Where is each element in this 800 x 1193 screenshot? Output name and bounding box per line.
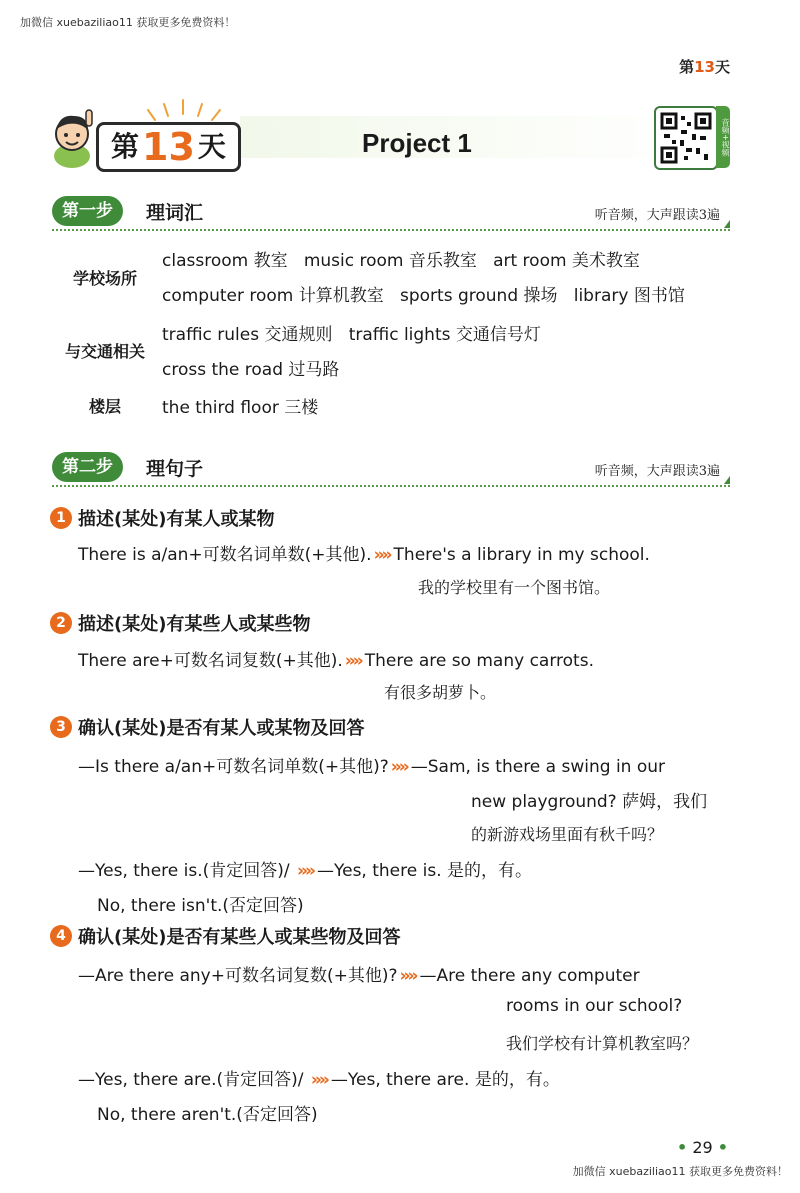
step-one-hint: 听音频，大声跟读3遍 xyxy=(594,208,720,223)
pattern-answer-no: No, there isn't.(否定回答) xyxy=(97,896,304,916)
step-two-header xyxy=(52,452,730,482)
pattern-formula-line xyxy=(78,752,665,777)
pattern-heading xyxy=(50,714,364,740)
pattern-formula-line xyxy=(78,540,650,565)
pattern-heading xyxy=(50,505,274,531)
number-badge: 1 xyxy=(50,507,72,529)
vocab-line xyxy=(162,246,640,271)
page-number-text: 29 xyxy=(692,1138,713,1157)
vocab-line xyxy=(162,320,541,345)
page-day-tag xyxy=(679,56,730,77)
pattern-formula: There are+可数名词复数(+其他). xyxy=(78,651,343,671)
step-one-divider xyxy=(52,227,730,231)
pattern-heading-text: 描述(某处)有某人或某物 xyxy=(78,509,275,530)
pattern-formula: —Are there any+可数名词复数(+其他)? xyxy=(78,966,398,986)
pattern-heading xyxy=(50,923,400,949)
number-badge: 2 xyxy=(50,612,72,634)
vocab-category-school-places: 学校场所 xyxy=(72,269,137,288)
pattern-translation: 我的学校里有一个图书馆。 xyxy=(418,578,611,597)
page-tag-num: 13 xyxy=(694,58,715,76)
day-prefix: 第 xyxy=(111,130,140,163)
dot-icon: • xyxy=(717,1138,728,1157)
vocab-item: cross the road 过马路 xyxy=(162,360,340,380)
pattern-example: —Sam, is there a swing in our xyxy=(410,757,666,777)
pattern-formula: There is a/an+可数名词单数(+其他). xyxy=(78,545,372,565)
vocab-line xyxy=(162,281,685,306)
pattern-answer-no: No, there aren't.(否定回答) xyxy=(97,1105,318,1125)
page-tag-prefix: 第 xyxy=(679,58,695,76)
vocab-category-traffic: 与交通相关 xyxy=(64,342,145,361)
vocab-item: computer room 计算机教室 xyxy=(162,286,384,306)
vocab-item: sports ground 操场 xyxy=(400,286,558,306)
pattern-example: There are so many carrots. xyxy=(364,651,594,671)
vocab-item: traffic lights 交通信号灯 xyxy=(348,325,541,345)
pattern-example: There's a library in my school. xyxy=(393,545,650,565)
arrow-icon: »» xyxy=(399,966,416,986)
vocab-line xyxy=(162,355,339,380)
pattern-formula: —Is there a/an+可数名词单数(+其他)? xyxy=(78,757,389,777)
vocab-category-floor: 楼层 xyxy=(88,397,121,416)
step-two-hint: 听音频，大声跟读3遍 xyxy=(594,464,720,479)
day-banner xyxy=(40,96,730,174)
pattern-heading xyxy=(50,610,310,636)
day-badge xyxy=(96,122,241,172)
number-badge: 3 xyxy=(50,716,72,738)
vocab-item: traffic rules 交通规则 xyxy=(162,325,333,345)
step-one-header xyxy=(52,196,730,226)
page-tag-suffix: 天 xyxy=(714,58,730,76)
boy-mascot-icon xyxy=(40,106,104,170)
pattern-answer-yes: —Yes, there are.(肯定回答)/ xyxy=(78,1070,304,1090)
pattern-answer-line xyxy=(78,1065,560,1090)
day-number: 13 xyxy=(142,125,195,169)
pattern-example-translation: 的新游戏场里面有秋千吗？ xyxy=(471,825,664,844)
vocab-line xyxy=(162,393,318,418)
pattern-formula-line xyxy=(78,961,640,986)
project-title: Project 1 xyxy=(362,128,472,158)
pattern-answer-line xyxy=(78,856,532,881)
pattern-translation: 有很多胡萝卜。 xyxy=(384,683,497,702)
vocab-item: classroom 教室 xyxy=(162,251,288,271)
arrow-icon: »» xyxy=(373,545,390,565)
vocab-item: the third floor 三楼 xyxy=(162,398,319,418)
vocab-item: music room 音乐教室 xyxy=(303,251,477,271)
pattern-formula-line xyxy=(78,646,594,671)
vocab-item: art room 美术教室 xyxy=(493,251,640,271)
pattern-heading-text: 确认(某处)是否有某人或某物及回答 xyxy=(78,718,365,739)
sun-rays-icon xyxy=(140,96,230,122)
page-number xyxy=(677,1138,728,1157)
pattern-answer-yes: —Yes, there is.(肯定回答)/ xyxy=(78,861,290,881)
day-suffix: 天 xyxy=(197,130,226,163)
pattern-heading-text: 描述(某处)有某些人或某些物 xyxy=(78,614,311,635)
number-badge: 4 xyxy=(50,925,72,947)
arrow-icon: »» xyxy=(297,861,313,881)
pattern-heading-text: 确认(某处)是否有某些人或某些物及回答 xyxy=(78,927,401,948)
vocab-item: library 图书馆 xyxy=(573,286,685,306)
qr-code-icon[interactable] xyxy=(654,106,718,170)
arrow-icon: »» xyxy=(344,651,361,671)
pattern-example-cont: new playground? 萨姆，我们 xyxy=(471,792,708,812)
pattern-answer-example: —Yes, there are. 是的，有。 xyxy=(330,1070,560,1090)
qr-side-label: 音频+视频 xyxy=(716,106,730,168)
arrow-icon: »» xyxy=(390,757,407,777)
pattern-example-translation: 我们学校有计算机教室吗？ xyxy=(506,1034,699,1053)
pattern-example: —Are there any computer xyxy=(419,966,640,986)
watermark-top: 加微信 xuebaziliao11 获取更多免费资料！ xyxy=(20,16,236,29)
step-one-corner-mark xyxy=(724,220,730,228)
step-two-divider xyxy=(52,483,730,487)
step-two-title: 理句子 xyxy=(146,458,204,480)
step-one-title: 理词汇 xyxy=(146,202,204,224)
step-one-pill: 第一步 xyxy=(52,196,123,226)
arrow-icon: »» xyxy=(310,1070,327,1090)
step-two-corner-mark xyxy=(724,476,730,484)
pattern-example-cont: rooms in our school? xyxy=(506,996,683,1016)
dot-icon: • xyxy=(676,1138,688,1157)
step-two-pill: 第二步 xyxy=(52,452,123,482)
pattern-answer-example: —Yes, there is. 是的，有。 xyxy=(316,861,532,881)
watermark-bottom: 加微信 xuebaziliao11 获取更多免费资料！ xyxy=(572,1165,788,1178)
